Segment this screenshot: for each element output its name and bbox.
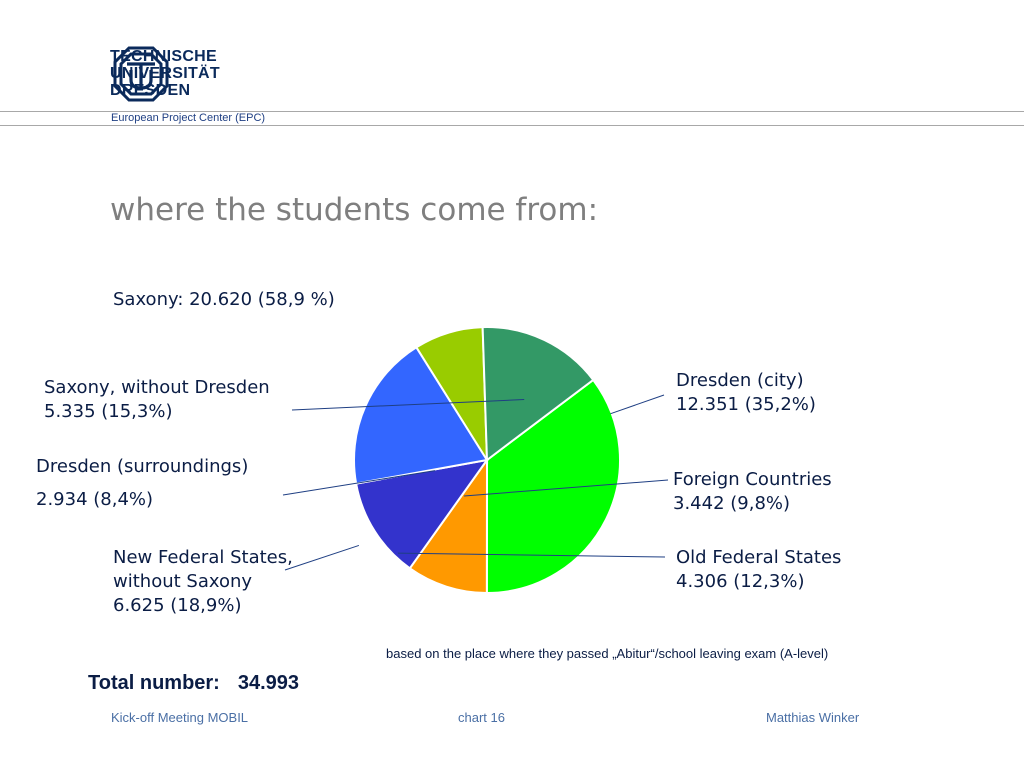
label-new-federal-name-2: without Saxony — [113, 571, 253, 592]
label-foreign-name: Foreign Countries — [673, 469, 832, 490]
label-old-federal-name: Old Federal States — [676, 547, 842, 568]
saxony-total-label: Saxony: 20.620 (58,9 %) — [113, 289, 335, 310]
label-old-federal-states — [676, 546, 841, 594]
slide-title: where the students come from: — [110, 192, 599, 228]
label-new-federal-name-1: New Federal States, — [113, 547, 293, 568]
department-name: European Project Center (EPC) — [111, 112, 266, 124]
footer-author: Matthias Winker — [766, 710, 860, 725]
label-surroundings-value: 2.934 (8,4%) — [36, 489, 154, 510]
label-dresden-city — [676, 369, 816, 417]
leader-line-new-federal-states — [285, 545, 359, 570]
source-note: based on the place where they passed „Abitur“/school leaving exam (A-level) — [386, 646, 829, 661]
total-number — [88, 672, 299, 695]
footer-chart-number: chart 16 — [458, 710, 505, 725]
logo-line-3: DRESDEN — [110, 82, 191, 99]
label-new-federal-value: 6.625 (18,9%) — [113, 595, 242, 616]
logo-line-1: TECHNISCHE — [110, 48, 218, 65]
label-saxony-wo-value: 5.335 (15,3%) — [44, 401, 173, 422]
logo-line-2: UNIVERSITÄT — [110, 65, 220, 82]
label-saxony-without-dresden — [44, 376, 270, 424]
label-new-federal-states — [113, 546, 293, 618]
label-foreign-value: 3.442 (9,8%) — [673, 493, 791, 514]
total-label: Total number: — [88, 672, 220, 694]
label-foreign-countries — [673, 468, 832, 516]
label-surroundings-name: Dresden (surroundings) — [36, 456, 249, 477]
total-value: 34.993 — [237, 672, 300, 694]
footer-event: Kick-off Meeting MOBIL — [111, 710, 249, 725]
label-dresden-city-value: 12.351 (35,2%) — [676, 394, 816, 415]
leader-line-dresden-city — [611, 395, 664, 414]
label-saxony-wo-name: Saxony, without Dresden — [44, 377, 270, 398]
label-old-federal-value: 4.306 (12,3%) — [676, 571, 805, 592]
label-dresden-surroundings — [36, 455, 248, 512]
label-dresden-city-name: Dresden (city) — [676, 370, 804, 391]
